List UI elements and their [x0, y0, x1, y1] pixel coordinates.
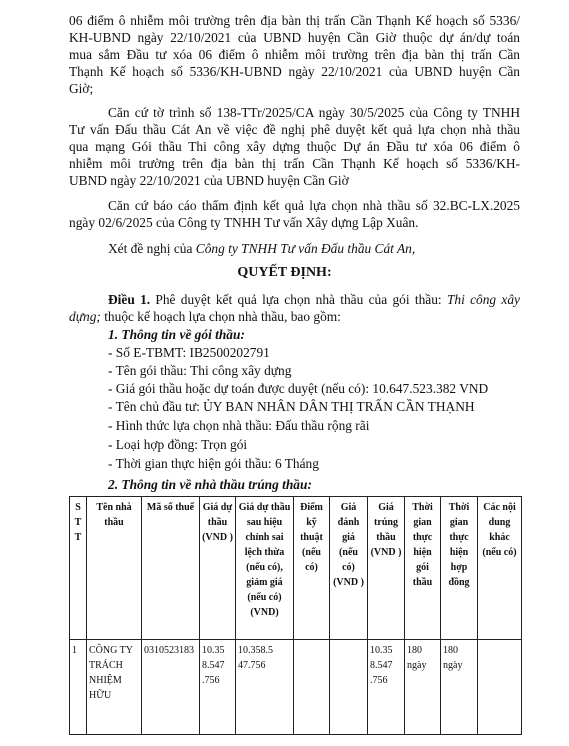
table-cell: [294, 640, 330, 735]
column-header: Giá đánh giá (nếu có) (VND ): [330, 497, 368, 640]
column-header: S T T: [70, 497, 87, 640]
article-line: [108, 291, 520, 308]
intro-line: mua sắm Đầu tư xóa 06 điểm ô nhiễm môi trường trên địa bàn thị trấn Cần: [69, 47, 520, 62]
column-header: Thời gian thực hiện hợp đồng: [441, 497, 478, 640]
paragraph-line: Tư vấn Đấu thầu Cát An về việc đề nghị phê duyệt kết quả lựa chọn nhà thầu: [69, 122, 520, 137]
info-item: - Giá gói thầu hoặc dự toán được duyệt (nếu có): 10.647.523.382 VND: [108, 381, 489, 396]
info-item: - Tên chủ đầu tư: ỦY BAN NHÂN DÂN THỊ TRẤN CẦN THẠNH: [108, 399, 475, 414]
paragraph-line: qua mạng Gói thầu Thi công xây dựng thuộc Dự án Đầu tư xóa 06 điểm ô: [69, 139, 520, 154]
table-cell: 10.35 8.547 .756: [200, 640, 236, 735]
article-line: [69, 308, 569, 325]
table-header-row: [70, 497, 522, 640]
column-header: Giá dự thầu sau hiệu chỉnh sai lệch thừa (nếu có), giảm giá (nếu có) (VND): [236, 497, 294, 640]
info-item: - Số E-TBMT: IB2500202791: [108, 345, 270, 360]
proposal-line: [108, 240, 569, 257]
info-item: - Tên gói thầu: Thi công xây dựng: [108, 363, 292, 378]
column-header: Giá dự thầu (VND ): [200, 497, 236, 640]
proposal-prefix: Xét đề nghị của: [108, 241, 196, 256]
article-label: Điều 1.: [108, 292, 151, 307]
table-cell: 10.358.5 47.756: [236, 640, 294, 735]
column-header: Tên nhà thầu: [87, 497, 142, 640]
paragraph-line: nhiễm môi trường trên địa bàn thị trấn Cần Thạnh Kế hoạch số 5336/KH-: [69, 156, 520, 171]
section-title: 1. Thông tin về gói thầu:: [108, 327, 245, 342]
section-title: 2. Thông tin về nhà thầu trúng thầu:: [108, 477, 312, 492]
table-cell: 1: [70, 640, 87, 735]
column-header: Các nội dung khác (nếu có): [478, 497, 522, 640]
package-name: Thi công xây: [446, 292, 520, 307]
column-header: Giá trúng thầu (VND ): [368, 497, 405, 640]
column-header: Điểm kỹ thuật (nếu có): [294, 497, 330, 640]
paragraph-line: ngày 02/6/2025 của Công ty TNHH Tư vấn Xây dựng Lập Xuân.: [69, 215, 419, 230]
intro-line: Giờ;: [69, 81, 94, 96]
paragraph-line: UBND ngày 22/10/2021 của UBND huyện Cần Giờ: [69, 173, 349, 188]
contractor-table: [69, 496, 522, 735]
table-cell: 0310523183: [142, 640, 200, 735]
table-cell: 180 ngày: [405, 640, 441, 735]
column-header: Mã số thuế: [142, 497, 200, 640]
decision-title: QUYẾT ĐỊNH:: [237, 265, 332, 280]
table-cell: 180 ngày: [441, 640, 478, 735]
column-header: Thời gian thực hiện gói thầu: [405, 497, 441, 640]
table-cell: 10.35 8.547 .756: [368, 640, 405, 735]
package-name-cont: dựng;: [69, 309, 101, 324]
info-item: - Thời gian thực hiện gói thầu: 6 Tháng: [108, 456, 319, 471]
info-item: - Hình thức lựa chọn nhà thầu: Đấu thầu rộng rãi: [108, 418, 370, 433]
info-item: - Loại hợp đồng: Trọn gói: [108, 437, 248, 452]
table-cell: [330, 640, 368, 735]
table-cell: CÔNG TY TRÁCH NHIỆM HỮU: [87, 640, 142, 735]
article-text-cont: thuộc kế hoạch lựa chọn nhà thầu, bao gồm:: [100, 309, 341, 324]
table-cell: [478, 640, 522, 735]
intro-line: KH-UBND ngày 22/10/2021 của UBND huyện Cần Giờ thuộc dự án/dự toán: [69, 30, 520, 45]
article-text: Phê duyệt kết quả lựa chọn nhà thầu của gói thầu:: [150, 292, 447, 307]
paragraph-line: Căn cứ tờ trình số 138-TTr/2025/CA ngày 30/5/2025 của Công ty TNHH: [108, 105, 520, 120]
paragraph-line: Căn cứ báo cáo thẩm định kết quả lựa chọn nhà thầu số 32.BC-LX.2025: [108, 198, 520, 213]
table-row: [70, 640, 522, 735]
proposal-company: Công ty TNHH Tư vấn Đấu thầu Cát An,: [195, 241, 416, 256]
intro-line: Thạnh Kế hoạch số 5336/KH-UBND ngày 22/10/2021 của UBND huyện Cần: [69, 64, 520, 79]
intro-line: 06 điểm ô nhiễm môi trường trên địa bàn thị trấn Cần Thạnh Kế hoạch số 5336/: [69, 13, 520, 28]
